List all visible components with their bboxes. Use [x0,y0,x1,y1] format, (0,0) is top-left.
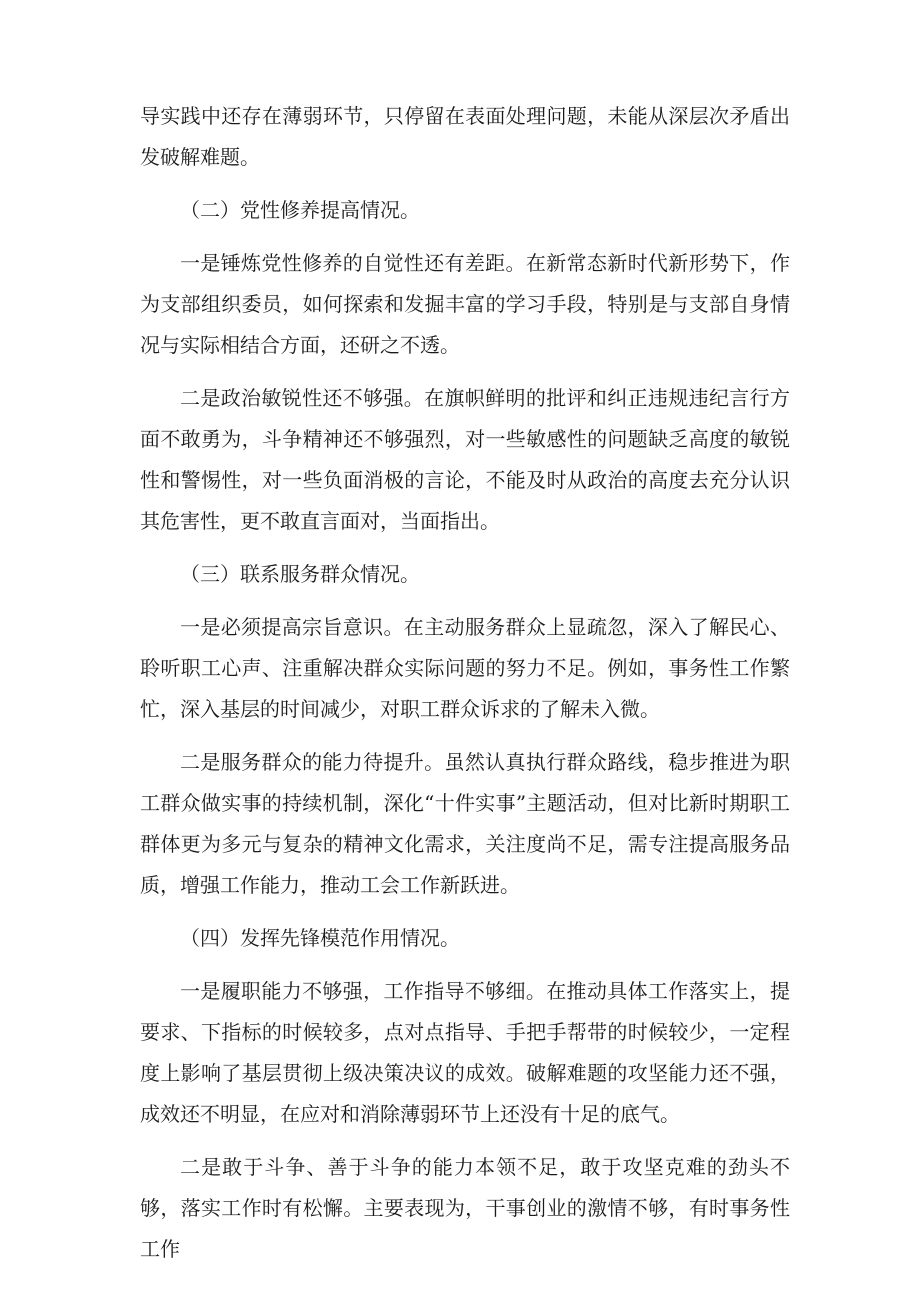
section-heading-3: （三）联系服务群众情况。 [180,562,420,586]
paragraph: 一是履职能力不够强，工作指导不够细。在推动具体工作落实上，提要求、下指标的时候较多，点对点指导、手把手帮带的时候较少，一定程度上影响了基层贯彻上级决策决议的成效。破解难题的攻坚能力还不强，成效还不明显，在应对和消除薄弱环节上还没有十足的底气。 [140,979,790,1126]
paragraph: 二是敢于斗争、善于斗争的能力本领不足，敢于攻坚克难的劲头不够，落实工作时有松懈。主要表现为，干事创业的激情不够，有时事务性工作 [140,1155,790,1261]
paragraph: 二是服务群众的能力待提升。虽然认真执行群众路线，稳步推进为职工群众做实事的持续机制，深化“十件实事”主题活动，但对比新时期职工群体更为多元与复杂的精神文化需求，关注度尚不足，需专注提高服务品质，增强工作能力，推动工会工作新跃进。 [140,750,790,897]
paragraph: 一是锤炼党性修养的自觉性还有差距。在新常态新时代新形势下，作为支部组织委员，如何探索和发掘丰富的学习手段，特别是与支部自身情况与实际相结合方面，还研之不透。 [140,251,790,357]
paragraph: 二是政治敏锐性还不够强。在旗帜鲜明的批评和纠正违规违纪言行方面不敢勇为，斗争精神还不够强烈，对一些敏感性的问题缺乏高度的敏锐性和警惕性，对一些负面消极的言论，不能及时从政治的高度去充分认识其危害性，更不敢直言面对，当面指出。 [140,386,790,533]
document-body [140,96,790,1282]
paragraph-continuation: 导实践中还存在薄弱环节，只停留在表面处理问题，未能从深层次矛盾出发破解难题。 [140,104,790,169]
paragraph: 一是必须提高宗旨意识。在主动服务群众上显疏忽，深入了解民心、聆听职工心声、注重解决群众实际问题的努力不足。例如，事务性工作繁忙，深入基层的时间减少，对职工群众诉求的了解未入微。 [140,615,790,721]
section-heading-4: （四）发挥先锋模范作用情况。 [180,926,460,950]
section-heading-2: （二）党性修养提高情况。 [180,198,420,222]
